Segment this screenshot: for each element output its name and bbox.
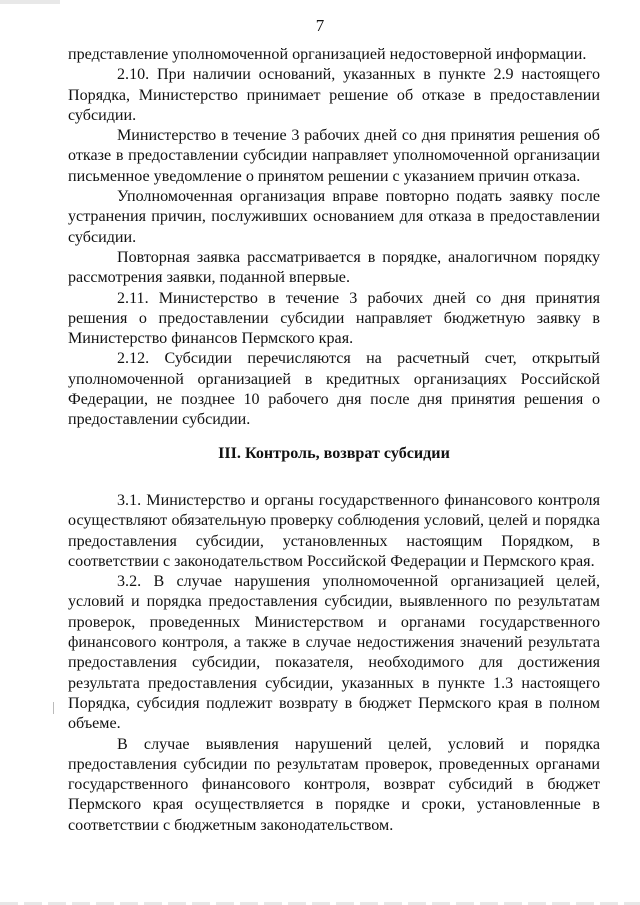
paragraph-resubmission-right: Уполномоченная организация вправе повторно подать заявку после устранения причин, послуживших основанием для отказа в предоставлении субсидии. [68, 188, 600, 246]
document-body [68, 45, 600, 836]
scan-edge-top [0, 0, 640, 4]
paragraph-2-11: 2.11. Министерство в течение 3 рабочих дней со дня принятия решения о предоставлении субсидии направляет бюджетную заявку в Министерство финансов Пермского края. [68, 289, 600, 348]
scan-margin-mark [53, 702, 54, 714]
paragraph-2-10: 2.10. При наличии оснований, указанных в пункте 2.9 настоящего Порядка, Министерство принимает решение об отказе в предоставлении субсидии. [68, 66, 600, 124]
paragraph-3-1: 3.1. Министерство и органы государственного финансового контроля осуществляют обязательную проверку соблюдения условий, целей и порядка предоставления субсидии, установленных настоящим Порядком, в соответствии с законодательством Российской Федерации и Пермского края. [68, 491, 600, 570]
paragraph-3-2: 3.2. В случае нарушения уполномоченной организацией целей, условий и порядка предоставления субсидии, выявленного по результатам проверок, проведенных Министерством и органами государственного финансового контроля, а также в случае недостижения значений результата предоставления субсидии, показателя, необходимого для достижения результата предоставления субсидии, указанных в пункте 1.3 настоящего Порядка, субсидия подлежит возврату в бюджет Пермского края в полном объеме. [68, 573, 600, 733]
paragraph-refusal-notice: Министерство в течение 3 рабочих дней со дня принятия решения об отказе в предоставлении субсидии направляет уполномоченной организации письменное уведомление о принятом решении с указанием причин отказа. [68, 127, 600, 185]
section-heading: III. Контроль, возврат субсидии [218, 444, 450, 462]
page-number: 7 [315, 16, 325, 35]
paragraph-violation-return: В случае выявления нарушений целей, условий и порядка предоставления субсидии по результатам проверок, проведенных органами государственного финансового контроля, возврат субсидий в бюджет Пермского края осуществляется в порядке и сроки, установленные в соответствии с бюджетным законодательством. [68, 735, 600, 834]
paragraph-2-12: 2.12. Субсидии перечисляются на расчетный счет, открытый уполномоченной организацией в кредитных организациях Российской Федерации, не позднее 10 рабочего дня после дня принятия решения о предоставлении субсидии. [68, 350, 600, 429]
paragraph-continuation: представление уполномоченной организацией недостоверной информации. [68, 46, 587, 63]
paragraph-resubmission-review: Повторная заявка рассматривается в порядке, аналогичном порядку рассмотрения заявки, поданной впервые. [68, 248, 600, 287]
